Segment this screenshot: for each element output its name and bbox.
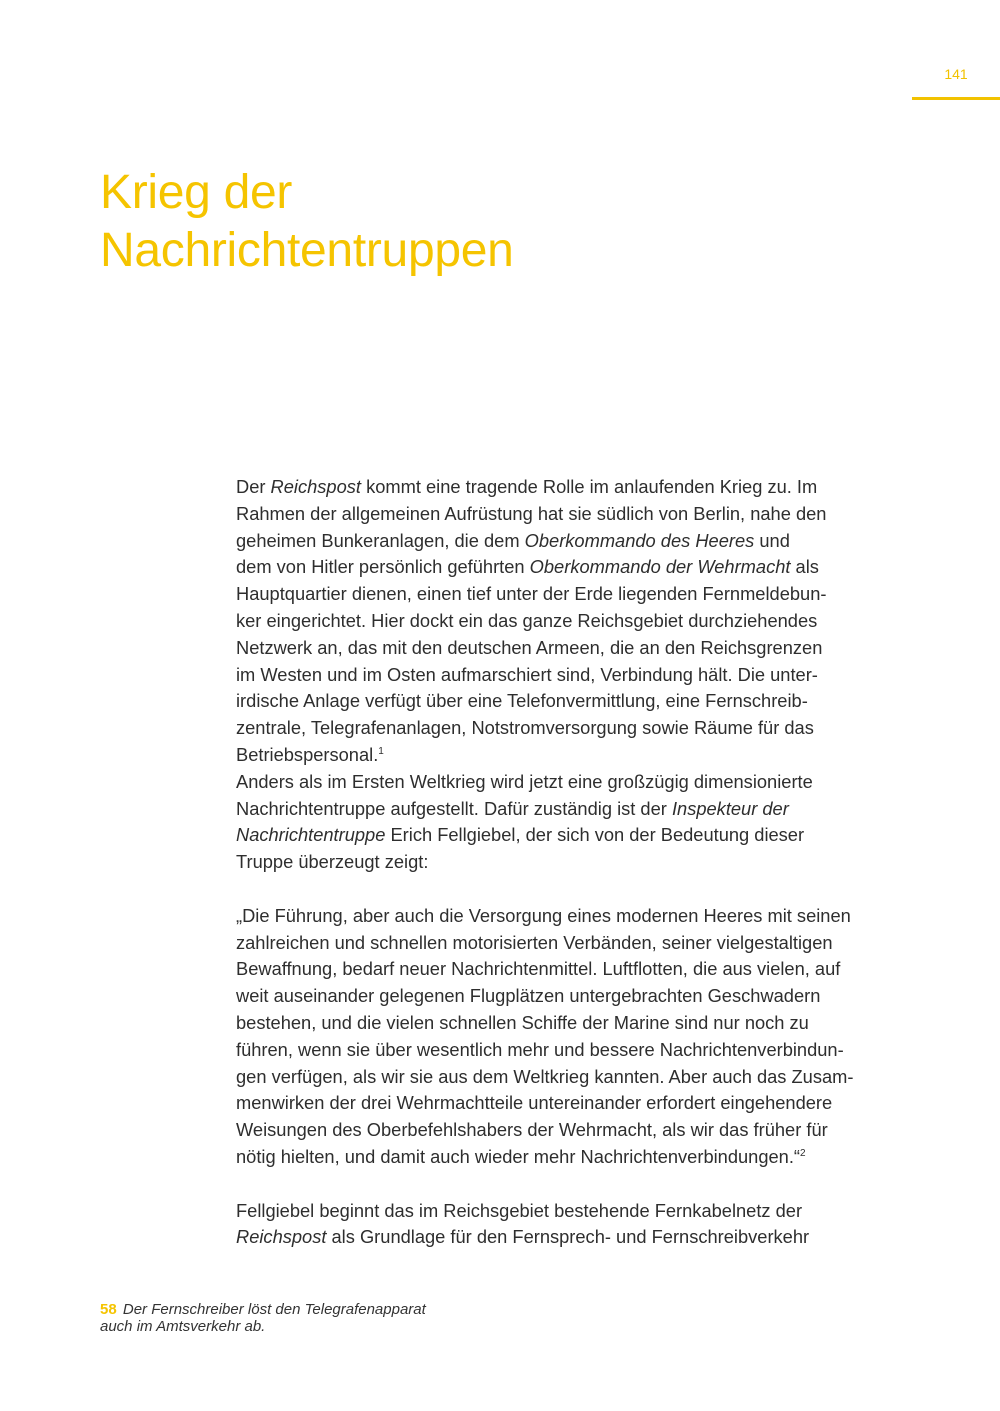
- figure-caption: [100, 1301, 426, 1335]
- footnote-reference[interactable]: 1: [378, 745, 384, 757]
- text-line: bestehen, und die vielen schnellen Schiffe der Marine sind nur noch zu: [236, 1011, 809, 1033]
- text-line: Reichspost als Grundlage für den Fernsprech- und Fernschreibverkehr: [236, 1226, 810, 1248]
- text-line: Rahmen der allgemeinen Aufrüstung hat sie südlich von Berlin, nahe den: [236, 502, 827, 524]
- footnote-reference[interactable]: 2: [800, 1147, 806, 1159]
- italic-term: Reichspost: [236, 1226, 327, 1248]
- page-number: 141: [944, 66, 968, 82]
- text-line: Weisungen des Oberbefehlshabers der Wehrmacht, als wir das früher für: [236, 1119, 828, 1141]
- paragraph-1: [236, 474, 896, 769]
- caption-line-2: auch im Amtsverkehr ab.: [100, 1318, 266, 1335]
- text-line: Der Reichspost kommt eine tragende Rolle im anlaufenden Krieg zu. Im: [236, 476, 818, 497]
- text-line: gen verfügen, als wir sie aus dem Weltkrieg kannten. Aber auch das Zusam-: [236, 1065, 854, 1087]
- text-line: führen, wenn sie über wesentlich mehr und bessere Nachrichtenverbindun-: [236, 1038, 844, 1060]
- block-quote: [236, 903, 896, 1171]
- figure-number: 58: [100, 1301, 117, 1318]
- text-line: zahlreichen und schnellen motorisierten Verbänden, seiner vielgestaltigen: [236, 931, 833, 953]
- paragraph-3: [236, 1198, 896, 1252]
- paragraph-gap: [236, 876, 896, 903]
- text-line: „Die Führung, aber auch die Versorgung eines modernen Heeres mit seinen: [236, 904, 851, 926]
- italic-term: Oberkommando des Heeres: [524, 529, 755, 551]
- caption-line-1: Der Fernschreiber löst den Telegrafenapparat: [122, 1301, 426, 1318]
- text-line: geheimen Bunkeranlagen, die dem Oberkommando des Heeres und: [236, 529, 790, 551]
- italic-term: Inspekteur der: [671, 797, 789, 819]
- text-line: irdische Anlage verfügt über eine Telefonvermittlung, eine Fernschreib-: [236, 690, 808, 712]
- text-line: dem von Hitler persönlich geführten Oberkommando der Wehrmacht als: [236, 556, 819, 578]
- text-line: Hauptquartier dienen, einen tief unter der Erde liegenden Fernmeldebun-: [236, 583, 827, 605]
- text-line: ker eingerichtet. Hier dockt ein das ganze Reichsgebiet durchziehendes: [236, 609, 818, 631]
- text-line: weit auseinander gelegenen Flugplätzen untergebrachten Geschwadern: [236, 985, 821, 1007]
- text-line: Anders als im Ersten Weltkrieg wird jetzt eine großzügig dimensionierte: [236, 770, 813, 792]
- text-line: Fellgiebel beginnt das im Reichsgebiet bestehende Fernkabelnetz der: [236, 1199, 803, 1221]
- italic-term: Nachrichtentruppe: [236, 824, 386, 846]
- text-line: Truppe überzeugt zeigt:: [236, 851, 429, 873]
- text-line: zentrale, Telegrafenanlagen, Notstromversorgung sowie Räume für das: [236, 717, 814, 739]
- chapter-title: [100, 164, 514, 280]
- text-line: Nachrichtentruppe aufgestellt. Dafür zuständig ist der Inspekteur der: [236, 797, 789, 819]
- italic-term: Reichspost: [270, 476, 361, 497]
- text-line: nötig hielten, und damit auch wieder mehr Nachrichtenverbindungen.“$^2$: [236, 1145, 806, 1167]
- text-line: menwirken der drei Wehrmachtteile untereinander erfordert eingehendere: [236, 1092, 833, 1114]
- text-line: im Westen und im Osten aufmarschiert sind, Verbindung hält. Die unter-: [236, 663, 818, 685]
- text-line: Bewaffnung, bedarf neuer Nachrichtenmittel. Luftflotten, die aus vielen, auf: [236, 958, 841, 980]
- paragraph-gap: [236, 1171, 896, 1198]
- text-line: Nachrichtentruppe Erich Fellgiebel, der sich von der Bedeutung dieser: [236, 824, 805, 846]
- paragraph-2: [236, 769, 896, 876]
- page-number-rule: [912, 97, 1000, 100]
- italic-term: Oberkommando der Wehrmacht: [529, 556, 791, 578]
- text-line: Netzwerk an, das mit den deutschen Armeen, die an den Reichsgrenzen: [236, 636, 823, 658]
- body-text: [236, 474, 896, 1251]
- text-line: Betriebspersonal.$^1$: [236, 743, 384, 765]
- chapter-title-line-1: Krieg der: [100, 166, 293, 219]
- chapter-title-line-2: Nachrichtentruppen: [100, 224, 514, 277]
